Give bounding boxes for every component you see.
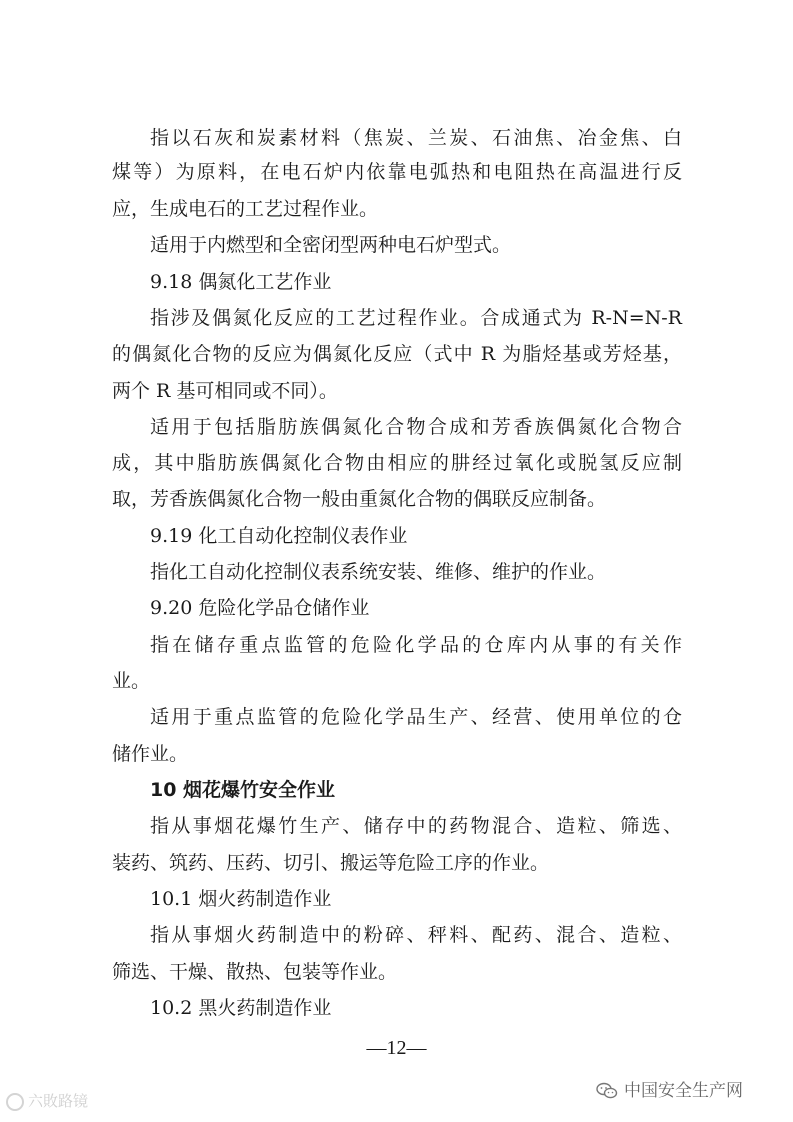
text-line: 指化工自动化控制仪表系统安装、维修、维护的作业。: [150, 561, 607, 583]
text-line: 的偶氮化合物的反应为偶氮化反应（式中 R 为脂烃基或芳烃基，: [112, 343, 682, 365]
text-line: 适用于重点监管的危险化学品生产、经营、使用单位的仓: [150, 706, 682, 728]
text-line: 成，其中脂肪族偶氮化合物由相应的肼经过氧化或脱氢反应制: [112, 452, 682, 474]
section-heading: 9.20 危险化学品仓储作业: [150, 597, 370, 619]
watermark-logo-icon: [6, 1093, 24, 1111]
text-line: 煤等）为原料，在电石炉内依靠电弧热和电阻热在高温进行反: [112, 161, 682, 183]
section-heading: 10.2 黑火药制造作业: [150, 997, 332, 1019]
text-line: 业。: [112, 670, 151, 692]
wechat-icon: [596, 1082, 618, 1100]
text-line: 适用于内燃型和全密闭型两种电石炉型式。: [150, 234, 512, 256]
text-line: 储作业。: [112, 743, 189, 765]
text-line: 适用于包括脂肪族偶氮化合物合成和芳香族偶氮化合物合: [150, 416, 682, 438]
page-number: —12—: [366, 1037, 427, 1059]
text-line: 指以石灰和炭素材料（焦炭、兰炭、石油焦、冶金焦、白: [150, 127, 682, 149]
text-line: 指涉及偶氮化反应的工艺过程作业。合成通式为 R-N=N-R: [150, 307, 682, 329]
watermark-right: [596, 1076, 743, 1101]
section-heading: 9.18 偶氮化工艺作业: [150, 271, 332, 293]
chapter-heading: 10 烟花爆竹安全作业: [150, 779, 336, 801]
watermark-left: [6, 1090, 88, 1111]
text-line: 指在储存重点监管的危险化学品的仓库内从事的有关作: [150, 634, 682, 656]
text-line: 指从事烟火药制造中的粉碎、秤料、配药、混合、造粒、: [150, 924, 682, 946]
section-heading: 9.19 化工自动化控制仪表作业: [150, 525, 408, 547]
text-line: 筛选、干燥、散热、包装等作业。: [112, 961, 398, 983]
text-line: 取，芳香族偶氮化合物一般由重氮化合物的偶联反应制备。: [112, 488, 607, 510]
text-line: 两个 R 基可相同或不同）。: [112, 380, 338, 402]
section-heading: 10.1 烟火药制造作业: [150, 888, 332, 910]
watermark-left-text: 六敗路镜: [28, 1092, 89, 1110]
text-line: 应，生成电石的工艺过程作业。: [112, 198, 379, 220]
text-line: 指从事烟花爆竹生产、储存中的药物混合、造粒、筛选、: [150, 815, 682, 837]
text-line: 装药、筑药、压药、切引、搬运等危险工序的作业。: [112, 852, 550, 874]
watermark-right-text: 中国安全生产网: [624, 1081, 743, 1101]
